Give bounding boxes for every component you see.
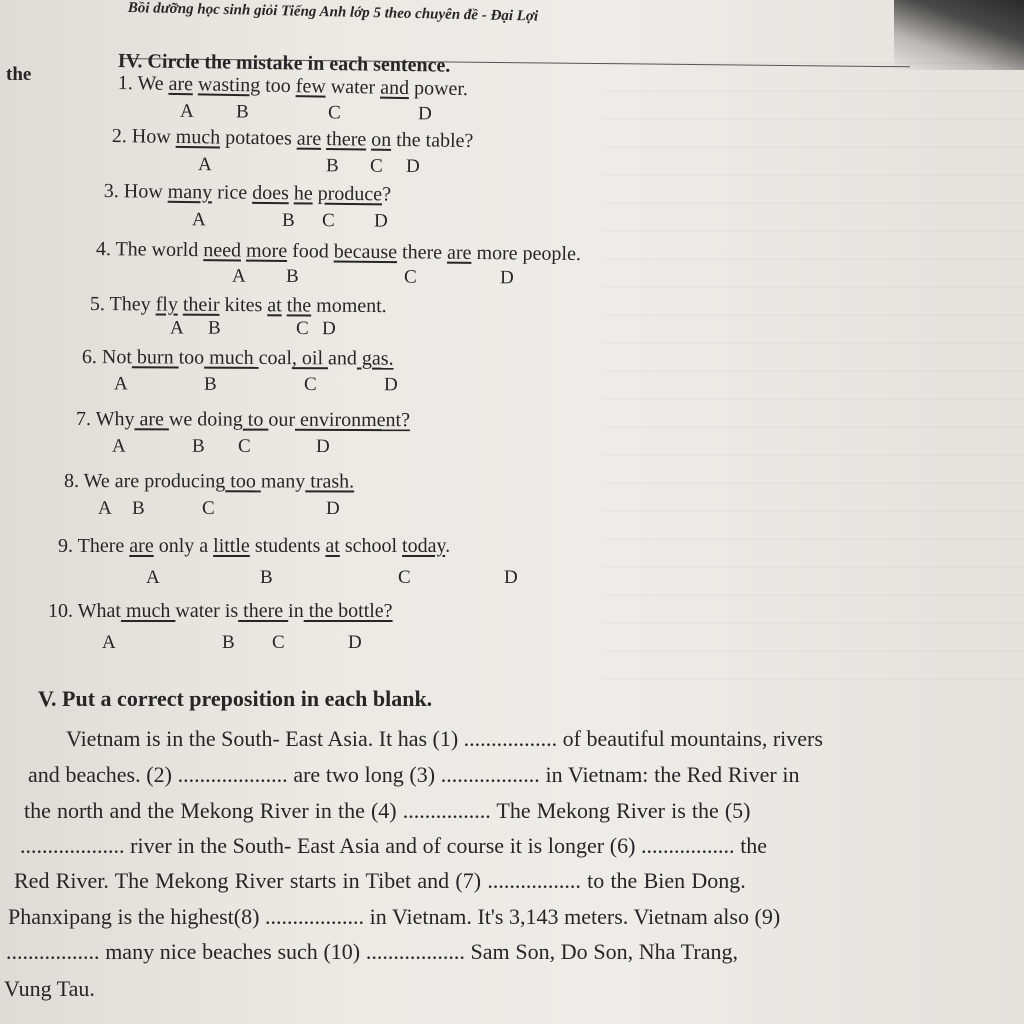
option-letter-D[interactable]: D	[348, 632, 362, 653]
margin-word: the	[6, 64, 32, 85]
option-word-B[interactable]: little	[213, 535, 250, 557]
option-word-C[interactable]: , oil	[291, 347, 329, 370]
sentence-text: moment.	[311, 294, 387, 318]
option-letter-D[interactable]: D	[504, 567, 518, 588]
option-letter-D[interactable]: D	[325, 498, 340, 520]
question-number: 6.	[81, 346, 97, 369]
sentence-text: in	[288, 600, 304, 622]
option-letter-B[interactable]: B	[207, 317, 221, 339]
section-5-title: V. Put a correct preposition in each blank.	[38, 686, 433, 711]
sentence-text: Not	[101, 346, 132, 369]
option-letter-B[interactable]: B	[131, 497, 145, 519]
option-word-A[interactable]: many	[167, 180, 213, 204]
option-letter-B[interactable]: B	[191, 435, 205, 457]
option-letter-B[interactable]: B	[222, 632, 235, 653]
sentence-text: is	[224, 600, 239, 622]
question-number: 3.	[103, 180, 119, 203]
option-word-A[interactable]: need	[203, 239, 242, 262]
option-letter-B[interactable]: B	[260, 567, 273, 588]
sentence-text: school	[339, 535, 403, 557]
option-letter-C[interactable]: C	[201, 497, 215, 519]
sentence-text: doing	[197, 408, 243, 431]
question-9	[58, 535, 450, 558]
option-letters	[0, 498, 600, 523]
option-letters	[0, 435, 600, 460]
option-letter-B[interactable]: B	[285, 265, 299, 287]
option-letters	[0, 208, 600, 236]
sentence-text: coal	[258, 346, 292, 370]
passage-line-7: ................. many nice beaches such (10) .................. Sam Son, Do Son, Nha Trang,	[6, 939, 738, 964]
option-letter-B[interactable]: B	[235, 101, 249, 123]
sentence-text: too	[178, 346, 205, 369]
sentence-text: the table?	[391, 128, 474, 153]
option-word-D[interactable]: and	[379, 76, 410, 100]
question-1	[118, 72, 469, 101]
bleed-through-texture	[604, 60, 1024, 680]
option-word-C[interactable]: at	[267, 294, 282, 317]
question-number: 1.	[117, 72, 133, 95]
passage-line-8: Vung Tau.	[4, 976, 95, 1001]
sentence-text: rice	[212, 181, 253, 204]
passage-line-6: Phanxipang is the highest(8) .................. in Vietnam. It's 3,143 meters. Vietnam also (9)	[8, 904, 781, 929]
question-7	[76, 408, 410, 432]
question-number: 7.	[75, 408, 91, 431]
sentence-text: water	[175, 600, 220, 622]
option-word-B[interactable]: more	[245, 239, 288, 263]
option-word-C[interactable]: he	[293, 182, 313, 205]
option-word-A[interactable]: are	[129, 535, 154, 557]
sentence-text: Why	[95, 408, 135, 431]
sentence-text: water	[325, 75, 381, 99]
sentence-text: power.	[408, 77, 469, 101]
option-letter-A[interactable]: A	[179, 100, 194, 122]
option-letter-D[interactable]: D	[499, 267, 514, 289]
passage-line-3: the north and the Mekong River in the (4) ................ The Mekong River is the (5)	[24, 798, 751, 823]
option-letter-D[interactable]: D	[417, 103, 432, 125]
option-word-B[interactable]: to	[242, 408, 269, 431]
question-3	[104, 180, 391, 207]
option-letter-B[interactable]: B	[325, 155, 339, 177]
option-word-A[interactable]: much	[120, 600, 176, 622]
option-word-D[interactable]: on	[371, 128, 392, 151]
sentence-text: .	[445, 535, 451, 557]
sentence-text: we	[168, 408, 193, 431]
option-letter-B[interactable]: B	[281, 209, 295, 231]
sentence-text: What	[77, 600, 121, 622]
sentence-text: potatoes	[220, 126, 297, 150]
sentence-text: food	[287, 240, 334, 263]
option-word-B[interactable]: trash.	[305, 470, 355, 493]
sentence-text: How	[123, 180, 168, 203]
option-word-C[interactable]: at	[325, 535, 340, 557]
option-letters	[0, 99, 600, 129]
option-letter-D[interactable]: D	[383, 374, 398, 396]
option-letter-C[interactable]: C	[237, 435, 251, 457]
sentence-text: The world	[115, 238, 204, 262]
option-word-D[interactable]: the	[286, 294, 312, 317]
question-number: 10.	[48, 600, 73, 622]
option-word-A[interactable]: are	[168, 72, 194, 96]
option-word-C[interactable]: environment?	[295, 408, 411, 432]
option-word-B[interactable]: wasting	[197, 73, 261, 97]
question-6	[82, 346, 394, 371]
option-word-D[interactable]: gas.	[356, 347, 394, 370]
section-4-title: IV. Circle the mistake in each sentence.	[117, 50, 451, 77]
option-word-B[interactable]: their	[182, 293, 220, 316]
sentence-text: We	[137, 72, 169, 95]
sentence-text: there	[396, 241, 448, 264]
question-number: 5.	[89, 293, 105, 316]
option-letter-C[interactable]: C	[398, 567, 411, 588]
option-letter-A[interactable]: A	[113, 373, 128, 395]
option-word-C[interactable]: because	[333, 240, 398, 264]
option-word-C[interactable]: the bottle?	[303, 600, 393, 622]
option-letter-C[interactable]: C	[321, 210, 335, 232]
option-letters	[0, 567, 600, 591]
passage-line-4: ................... river in the South- East Asia and of course it is longer (6) ................. the	[20, 833, 768, 858]
sentence-text: ?	[382, 183, 392, 206]
sentence-text: students	[249, 535, 326, 557]
option-letters	[0, 317, 600, 344]
option-letter-A[interactable]: A	[97, 497, 112, 519]
option-letter-C[interactable]: C	[327, 102, 341, 124]
option-letter-A[interactable]: A	[231, 265, 246, 287]
question-10	[48, 600, 393, 623]
sentence-text: only a	[153, 535, 214, 557]
sentence-text: How	[131, 125, 176, 148]
sentence-text: more people.	[471, 241, 582, 266]
option-letter-A[interactable]: A	[146, 567, 160, 588]
sentence-text: and	[327, 347, 357, 370]
option-letters	[0, 152, 600, 181]
option-word-B[interactable]: are	[296, 127, 322, 150]
question-number: 2.	[111, 125, 127, 148]
option-word-A[interactable]: burn	[131, 346, 179, 369]
option-letter-A[interactable]: A	[169, 317, 184, 339]
option-word-D[interactable]: today	[402, 535, 446, 557]
sentence-text: We	[83, 470, 110, 493]
option-word-A[interactable]: are	[134, 408, 169, 431]
sentence-text: are	[114, 470, 140, 493]
option-letter-A[interactable]: A	[102, 632, 116, 653]
option-word-C[interactable]: there	[326, 127, 367, 151]
option-word-B[interactable]: much	[204, 346, 259, 369]
option-letter-D[interactable]: D	[315, 436, 330, 458]
option-word-B[interactable]: there	[238, 600, 289, 622]
question-8	[64, 470, 354, 494]
option-letter-D[interactable]: D	[321, 318, 336, 340]
passage-line-2: and beaches. (2) .................... are two long (3) .................. in Vietnam: the Red River in	[28, 762, 800, 787]
passage-line-5: Red River. The Mekong River starts in Tibet and (7) ................. to the Bien Dong.	[14, 868, 746, 893]
option-word-D[interactable]: are	[446, 241, 472, 264]
option-letters	[0, 632, 600, 656]
question-4	[96, 238, 581, 266]
option-letter-B[interactable]: B	[203, 373, 217, 395]
option-word-C[interactable]: few	[295, 75, 326, 98]
page-header: Bồi dưỡng học sinh giỏi Tiếng Anh lớp 5 theo chuyên đề - Đại Lợi	[127, 0, 539, 25]
option-letter-C[interactable]: C	[403, 266, 417, 288]
question-number: 4.	[95, 238, 111, 261]
sentence-text: many	[260, 470, 306, 493]
sentence-text: producing	[144, 470, 226, 493]
passage-line-1: Vietnam is in the South- East Asia. It has (1) ................. of beautiful mountains, rivers	[66, 726, 823, 751]
option-letter-C[interactable]: C	[369, 155, 383, 177]
option-letter-C[interactable]: C	[295, 317, 309, 340]
question-5	[90, 293, 387, 318]
sentence-text: There	[77, 535, 130, 557]
sentence-text: our	[268, 408, 296, 431]
question-number: 9.	[58, 535, 73, 557]
page-corner-shadow	[894, 0, 1024, 70]
question-number: 8.	[63, 470, 79, 493]
sentence-text: too	[260, 74, 296, 98]
option-letter-A[interactable]: A	[197, 154, 212, 176]
option-letter-A[interactable]: A	[111, 435, 126, 457]
question-2	[112, 125, 474, 153]
option-letters	[0, 373, 600, 399]
option-letter-D[interactable]: D	[373, 210, 388, 232]
option-word-A[interactable]: fly	[155, 293, 178, 316]
option-letter-A[interactable]: A	[191, 209, 206, 231]
option-letter-D[interactable]: D	[405, 155, 420, 178]
sentence-text: They	[109, 293, 156, 316]
option-letters	[0, 264, 600, 292]
option-word-A[interactable]: too	[225, 470, 261, 493]
option-word-A[interactable]: much	[175, 125, 221, 149]
option-word-B[interactable]: does	[252, 181, 289, 205]
option-letter-C[interactable]: C	[272, 632, 285, 653]
option-word-D[interactable]: produce	[317, 182, 383, 206]
sentence-text: kites	[219, 293, 268, 317]
option-letter-C[interactable]: C	[303, 374, 317, 396]
